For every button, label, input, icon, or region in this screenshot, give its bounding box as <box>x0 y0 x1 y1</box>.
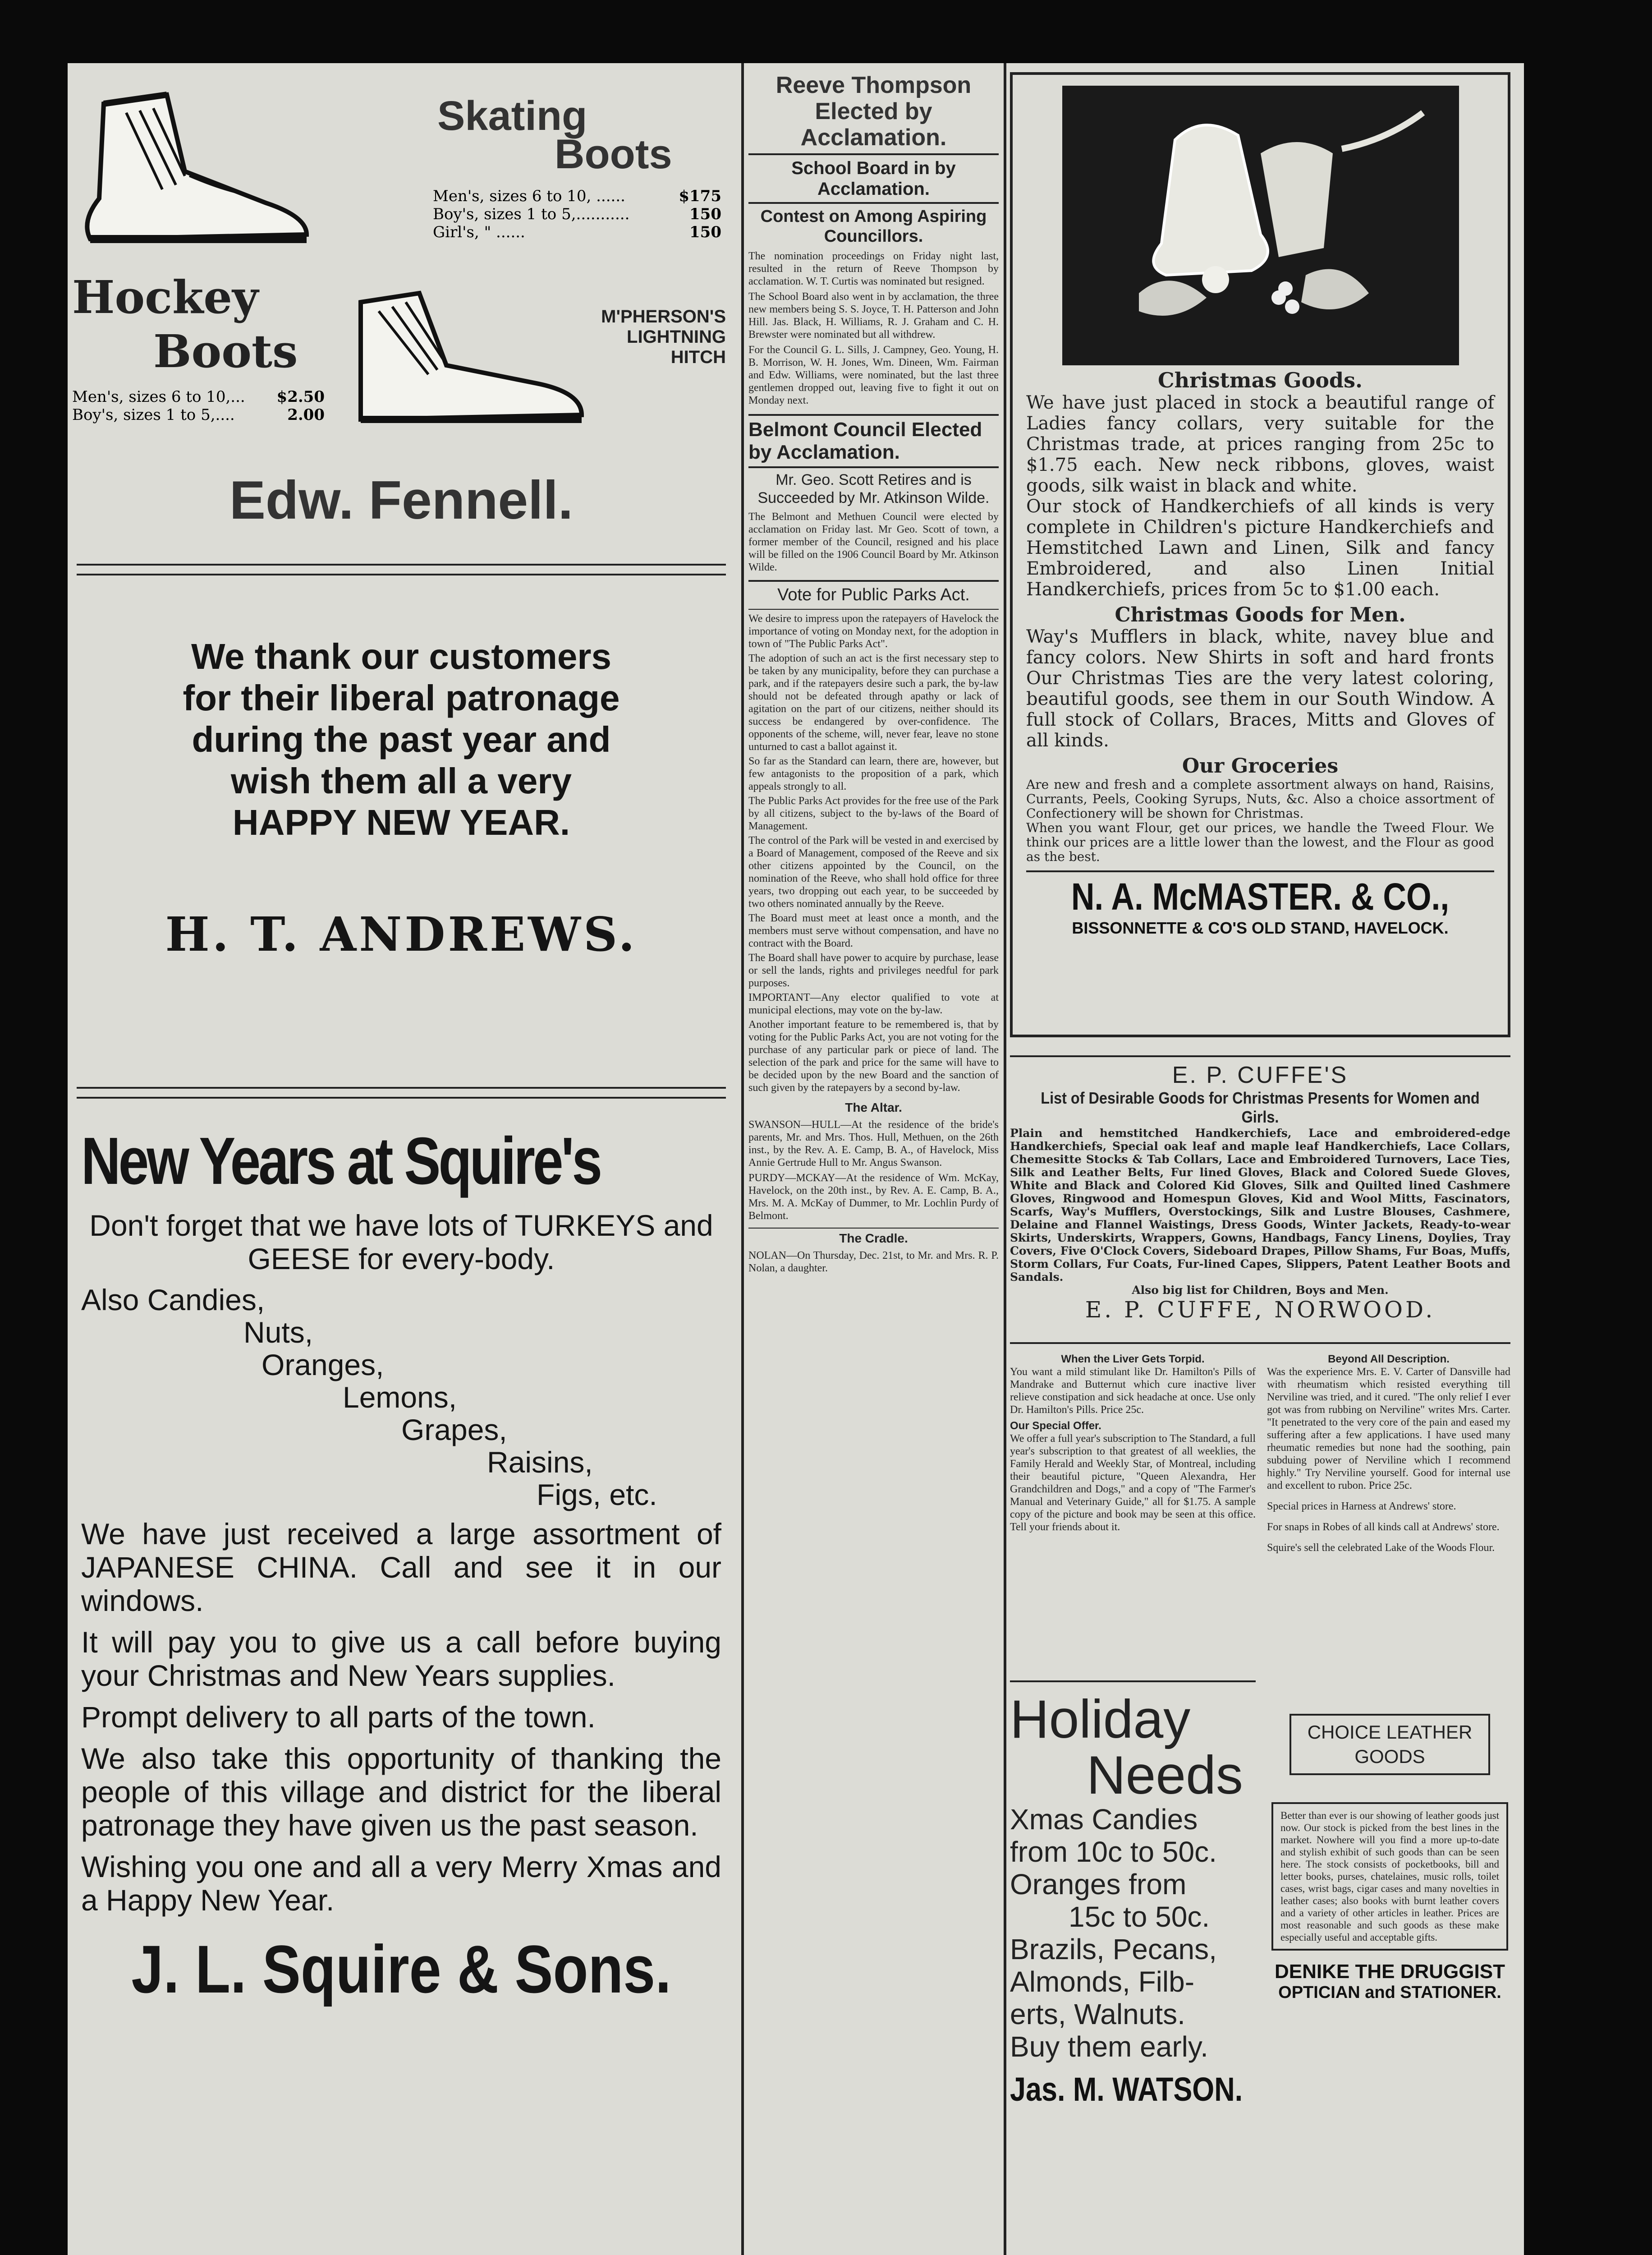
parks-p5: The control of the Park will be vested in and exercised by a Board of Management, composed of the Reeve and six other citizens appointed by the Council, on the nomination of the Reeve, who shall hold office for three years, two dropping out each year, to be succeeded by two others nominated annually by the Reeve. <box>748 835 999 910</box>
offer-text: We offer a full year's subscription to The Standard, a full year's subscription to that greatest of all weeklies, the Family Herald and Weekly Star, of Montreal, including their beautiful picture, "Queen Alexandra, Her Grandchildren and Dogs," and a copy of "The Farmer's Manual and Veterinary Guide," all for $1.75. A sample copy of the picture and book may be seen at this office. Tell your friends about it. <box>1010 1433 1256 1533</box>
watson-signature: Jas. M. WATSON. <box>1010 2071 1243 2108</box>
beyond-local-1: Special prices in Harness at Andrews' store. <box>1267 1500 1456 1512</box>
hockey-tag-1: M'PHERSON'S <box>601 307 726 327</box>
holiday-line: erts, Walnuts. <box>1010 1998 1185 2030</box>
holiday-line: Oranges from <box>1010 1868 1187 1901</box>
beyond-text: Was the experience Mrs. E. V. Carter of Dansville had with rheumatism which resisted everything till Nerviline was tried, and it cured. "The only relief I ever got was from rubbing on Nerviline" writes Mrs. Carter. "It penetrated to the very core of the pain and eased my suffering after a few applications. I have used many rheumatic remedies but none had the soothing, pain subduing power of Nerviline which I recommend highly." Try Nerviline yourself. Good for internal use and excellent to rubon. Price 25c. <box>1267 1366 1510 1491</box>
holiday-line: 15c to 50c. <box>1069 1901 1210 1933</box>
rule <box>748 580 999 582</box>
mcmaster-ad <box>1010 72 1510 1037</box>
mcmaster-heading: Christmas Goods. <box>1157 368 1363 392</box>
skating-row <box>433 187 721 205</box>
hockey-row-price: $2.50 <box>276 388 325 406</box>
skating-row-price: 150 <box>689 223 721 241</box>
skating-row <box>433 205 721 223</box>
squire-p5: We also take this opportunity of thanking the people of this village and district for the liberal patronage they have given us the past season. <box>81 1742 721 1842</box>
beyond-column <box>1267 1353 1510 1554</box>
parks-headline: Vote for Public Parks Act. <box>777 585 970 604</box>
hockey-title-2: Boots <box>153 325 298 378</box>
parks-article <box>748 584 999 1094</box>
parks-p1: We desire to impress upon the ratepayers of Havelock the importance of voting on Monday next, for the adoption in town of "The Public Parks Act". <box>748 613 999 650</box>
holiday-line: Almonds, Filb- <box>1010 1965 1194 1998</box>
skating-title-1: Skating <box>437 93 587 139</box>
belmont-subhead: Mr. Geo. Scott Retires and is Succeeded by Mr. Atkinson Wilde. <box>757 471 990 506</box>
holiday-line: Brazils, Pecans, <box>1010 1933 1217 1965</box>
right-column <box>1010 72 1519 2255</box>
squire-p2: We have just received a large assortment of JAPANESE CHINA. Call and see it in our windows. <box>81 1517 721 1617</box>
andrews-line: during the past year and <box>192 719 611 759</box>
hockey-tag-3: HITCH <box>670 347 726 367</box>
beyond-heading: Beyond All Description. <box>1328 1353 1450 1365</box>
mcmaster-p1: We have just placed in stock a beautiful range of Ladies fancy collars, very suitable for the Christmas trade, at prices ranging from 25c to $1.75 each. New neck ribbons, gloves, waist goods, silk waist in black and white. <box>1026 392 1494 496</box>
squire-also-item: Grapes, <box>401 1413 507 1446</box>
parks-p2: The adoption of such an act is the first necessary step to be taken by any municipality, before they can purchase a park, and if the ratepayers desire such a park, the by-law should not be defeated through apathy or lack of agitation on the part of our citizens, neither should its success be endangered by over-confidence. The opponents of the scheme, will, never fear, leave no stone unturned to cast a ballot against it. <box>748 653 999 753</box>
squire-also-item: Figs, etc. <box>537 1478 657 1511</box>
rule <box>1010 1680 1256 1682</box>
parks-p6: The Board must meet at least once a month, and the members must serve without compensation, and have no contract with the Board. <box>748 912 999 949</box>
divider <box>77 1087 726 1099</box>
parks-p8: IMPORTANT—Any elector qualified to vote at municipal elections, may vote on the by-law. <box>748 992 999 1016</box>
denike-text: Better than ever is our showing of leather goods just now. Our stock is picked from the best lines in the market. Nowhere will you find a more up-to-date and stylish exhibit of such goods than can be seen here. The stock consists of pocketbooks, bill and letter books, purses, chatelaines, music rolls, toilet cases, wrist bags, cigar cases and many novelties in leather cases; also books with burnt leather covers and a variety of other articles in leather. Prices are most reasonable and such goods as these make especially useful and acceptable gifts. <box>1280 1810 1499 1943</box>
rule <box>748 609 999 610</box>
reeve-p3: For the Council G. L. Sills, J. Campney, Geo. Young, H. B. Morrison, W. H. Jones, Wm. Dineen, Wm. Fairman and Edw. Williams, were nominated, but the last three gentlemen dropped out, leaving five to fight it out on Monday next. <box>748 344 999 406</box>
hockey-row <box>72 388 325 406</box>
belmont-headline: Belmont Council Elected by Acclamation. <box>748 419 982 463</box>
squire-p3: It will pay you to give us a call before buying your Christmas and New Years supplies. <box>81 1625 721 1692</box>
cuffe-ad <box>1010 1055 1510 1341</box>
skating-row-label: Boy's, sizes 1 to 5,........... <box>433 205 630 223</box>
belmont-article <box>748 419 999 574</box>
mcmaster-p3: Way's Mufflers in black, white, navey blue and fancy colors. New Shirts in soft and hard fronts Our Christmas Ties are the very latest coloring, beautiful goods, see them in our South Window. A full stock of Collars, Braces, Mitts and Gloves of all kinds. <box>1026 626 1494 751</box>
parks-p9: Another important feature to be remembered is, that by voting for the Public Parks Act, you are not voting for the purchase of any particular park or piece of land. The selection of the park and price for the same will have to be decided upon by the new Board and the sanction of such given by the ratepayers by a second by-law. <box>748 1019 999 1094</box>
cuffe-heading: E. P. CUFFE'S <box>1172 1062 1349 1088</box>
reeve-article <box>748 72 999 407</box>
squire-also-item: Oranges, <box>262 1348 384 1381</box>
hockey-tag-2: LIGHTNING <box>627 327 726 347</box>
cuffe-list: Plain and hemstitched Handkerchiefs, Lace and embroidered-edge Handkerchiefs, Special oak leaf and maple leaf Handkerchiefs, Lace Collars, Chemesitte Stocks & Tab Collars, Lace and Embroidered Turnovers, Lace Ties, Silk and Leather Belts, Fur lined Gloves, Black and Colored Suede Gloves, White and Black and Colored Kid Gloves, Silk and Quilted lined Cashmere Gloves, Ringwood and Homespun Gloves, Kid and Wool Mitts, Fascinators, Scarfs, Way's Mufflers, Overstockings, Silk and Lustre Blouses, Cashmere, Delaine and Flannel Waistings, Dress Goods, Winter Jackets, Ready-to-wear Skirts, Underskirts, Wrappers, Gowns, Handbags, Fancy Linens, Doylies, Tray Covers, Five O'Clock Covers, Sideboard Drapes, Pillow Shams, Fur Boas, Muffs, Storm Collars, Fur Coats, Fur-lined Capes, Slippers, Patent Leather Boots and Sandals. <box>1010 1127 1510 1284</box>
cradle-heading: The Cradle. <box>839 1231 908 1245</box>
rule <box>1010 1342 1510 1344</box>
parks-p7: The Board shall have power to acquire by purchase, lease or sell the lands, rights and privileges needful for park purposes. <box>748 952 999 989</box>
denike-signature-2: OPTICIAN and STATIONER. <box>1278 1983 1501 2002</box>
liver-text: You want a mild stimulant like Dr. Hamilton's Pills of Mandrake and Butternut which cure inactive liver relieve constipation and sick headache at once. Use only Dr. Hamilton's Pills. Price 25c. <box>1010 1366 1256 1416</box>
cuffe-note: Also big list for Children, Boys and Men. <box>1132 1284 1389 1297</box>
rule <box>748 1228 999 1229</box>
rule <box>748 466 999 468</box>
denike-heading: CHOICE LEATHER GOODS <box>1307 1721 1473 1767</box>
squire-also-item: Lemons, <box>343 1381 457 1414</box>
skating-row <box>433 223 721 241</box>
liver-offer-column <box>1010 1353 1256 1533</box>
squire-also-item: Also Candies, <box>81 1283 265 1316</box>
divider <box>77 564 726 575</box>
column-rule <box>741 63 744 2255</box>
reeve-p2: The School Board also went in by acclamation, the three new members being S. S. Joyce, T. H. Patterson and John Hill. Jas. Black, H. Williams, R. J. Graham and C. H. Brewster were nominated but all withdrew. <box>748 291 999 341</box>
squire-also-item: Raisins, <box>487 1445 593 1479</box>
mcmaster-heading-groceries: Our Groceries <box>1182 755 1339 778</box>
cradle-p1: NOLAN—On Thursday, Dec. 21st, to Mr. and Mrs. R. P. Nolan, a daughter. <box>748 1250 999 1274</box>
parks-p4: The Public Parks Act provides for the free use of the Park by all citizens, subject to the by-laws of the Board of Management. <box>748 795 999 832</box>
denike-text-box <box>1271 1802 1508 1951</box>
holiday-line: Buy them early. <box>1010 2030 1208 2063</box>
beyond-local-3: Squire's sell the celebrated Lake of the Woods Flour. <box>1267 1542 1495 1554</box>
holiday-line: Xmas Candies <box>1010 1803 1198 1836</box>
fennell-ad <box>68 72 735 555</box>
altar-section <box>748 1100 999 1222</box>
holiday-heading-1: Holiday <box>1010 1689 1191 1749</box>
holiday-line: from 10c to 50c. <box>1010 1836 1217 1868</box>
denike-ad <box>1271 1714 1508 2002</box>
belmont-p1: The Belmont and Methuen Council were elected by acclamation on Friday last. Mr Geo. Scott of town, a former member of the Council, resigned and his place will be filled on the 1906 Council Board by Mr. Atkinson Wilde. <box>748 511 999 573</box>
reeve-subhead: School Board in by Acclamation. <box>791 158 956 199</box>
cradle-section <box>748 1231 999 1275</box>
beyond-local-2: For snaps in Robes of all kinds call at Andrews' store. <box>1267 1521 1500 1533</box>
squire-p6: Wishing you one and all a very Merry Xmas and a Happy New Year. <box>81 1850 721 1917</box>
skating-row-label: Girl's, " ...... <box>433 223 525 241</box>
cuffe-signature: E. P. CUFFE, NORWOOD. <box>1085 1297 1436 1323</box>
mcmaster-heading-men: Christmas Goods for Men. <box>1115 603 1406 626</box>
hockey-title-1: Hockey <box>72 271 259 324</box>
andrews-line: We thank our customers <box>191 636 612 676</box>
skating-row-price: 150 <box>689 205 721 223</box>
parks-p3: So far as the Standard can learn, there are, however, but few antagonists to the proposition of a park, which appeals strongly to all. <box>748 755 999 792</box>
holiday-heading-2: Needs <box>1087 1745 1243 1805</box>
denike-heading-box <box>1289 1714 1490 1775</box>
reeve-headline: Reeve Thompson Elected by Acclamation. <box>776 72 972 151</box>
denike-signature-1: DENIKE THE DRUGGIST <box>1275 1960 1505 1983</box>
rule <box>748 153 999 155</box>
rule <box>748 202 999 204</box>
reeve-subhead-2: Contest on Among Aspiring Councillors. <box>760 207 987 246</box>
reeve-p1: The nomination proceedings on Friday night last, resulted in the return of Reeve Thompson by acclamation. W. T. Curtis was nominated but resigned. <box>748 250 999 287</box>
squire-title: New Years at Squire's <box>81 1124 601 1198</box>
skating-title-2: Boots <box>555 131 672 177</box>
liver-heading: When the Liver Gets Torpid. <box>1061 1353 1205 1365</box>
watson-ad <box>1010 1691 1256 2108</box>
hockey-row-label: Boy's, sizes 1 to 5,.... <box>72 406 235 424</box>
mcmaster-p2: Our stock of Handkerchiefs of all kinds is very complete in Children's picture Handkerchiefs and Hemstitched Lawn and Linen, Silk and fancy Embroidered, and also Linen Initial Handkerchiefs, prices from 5c to $1.00 each. <box>1026 496 1494 600</box>
skating-row-price: $175 <box>679 187 721 205</box>
skating-price-list <box>433 187 721 241</box>
hockey-row-price: 2.00 <box>287 406 325 424</box>
andrews-signature: H. T. ANDREWS. <box>165 907 638 962</box>
andrews-ad <box>68 636 735 962</box>
squire-ad <box>81 1123 721 2008</box>
mcmaster-p4: Are new and fresh and a complete assortment always on hand, Raisins, Currants, Peels, Cooking Syrups, Nuts, &c. Also a choice assortment of Confectionery will be shown for Christmas. <box>1026 777 1494 821</box>
hockey-row <box>72 406 325 424</box>
mcmaster-p5: When you want Flour, get our prices, we handle the Tweed Flour. We think our prices are a little lower than the lowest, and the Flour as good as the best. <box>1026 820 1494 864</box>
column-rule <box>1004 63 1006 2255</box>
squire-also-item: Nuts, <box>243 1316 313 1349</box>
altar-p1: SWANSON—HULL—At the residence of the bride's parents, Mr. and Mrs. Thos. Hull, Methuen, on the 26th inst., by the Rev. A. E. Camp, B. A., of Havelock, Miss Annie Gertrude Hull to Mr. Angus Swanson. <box>748 1119 999 1169</box>
hockey-boot-illustration <box>347 284 600 433</box>
altar-heading: The Altar. <box>845 1100 902 1114</box>
andrews-line: for their liberal patronage <box>183 678 620 718</box>
squire-p1: Don't forget that we have lots of TURKEYS and GEESE for every-body. <box>89 1209 713 1275</box>
squire-also-list <box>81 1284 721 1511</box>
newspaper-page <box>68 63 1524 2255</box>
skating-row-label: Men's, sizes 6 to 10, ...... <box>433 187 625 205</box>
middle-column <box>748 72 999 2255</box>
hockey-row-label: Men's, sizes 6 to 10,... <box>72 388 245 406</box>
andrews-line: wish them all a very <box>231 761 572 801</box>
skating-boot-illustration <box>72 86 325 253</box>
offer-heading: Our Special Offer. <box>1010 1420 1101 1432</box>
rule <box>748 414 999 416</box>
andrews-line: HAPPY NEW YEAR. <box>232 802 570 842</box>
fennell-signature: Edw. Fennell. <box>229 470 574 530</box>
mcmaster-stand: BISSONNETTE & CO'S OLD STAND, HAVELOCK. <box>1072 919 1449 937</box>
squire-signature: J. L. Squire & Sons. <box>131 1931 671 2007</box>
altar-p2: PURDY—MCKAY—At the residence of Wm. McKay, Havelock, on the 20th inst., by Rev. A. E. Camp, B. A., Mrs. M. A. McKay of Dummer, to Mr. Lochlin Purdy of Belmont. <box>748 1172 999 1222</box>
christmas-bell-holly-illustration <box>1026 86 1495 365</box>
squire-p4: Prompt delivery to all parts of the town. <box>81 1700 596 1734</box>
rule <box>1026 870 1494 872</box>
hockey-tag <box>577 307 726 368</box>
cuffe-subheading: List of Desirable Goods for Christmas Presents for Women and Girls. <box>1041 1089 1480 1126</box>
hockey-price-list <box>72 388 325 424</box>
left-column <box>68 72 735 2255</box>
mcmaster-signature: N. A. McMASTER. & CO., <box>1071 875 1450 918</box>
